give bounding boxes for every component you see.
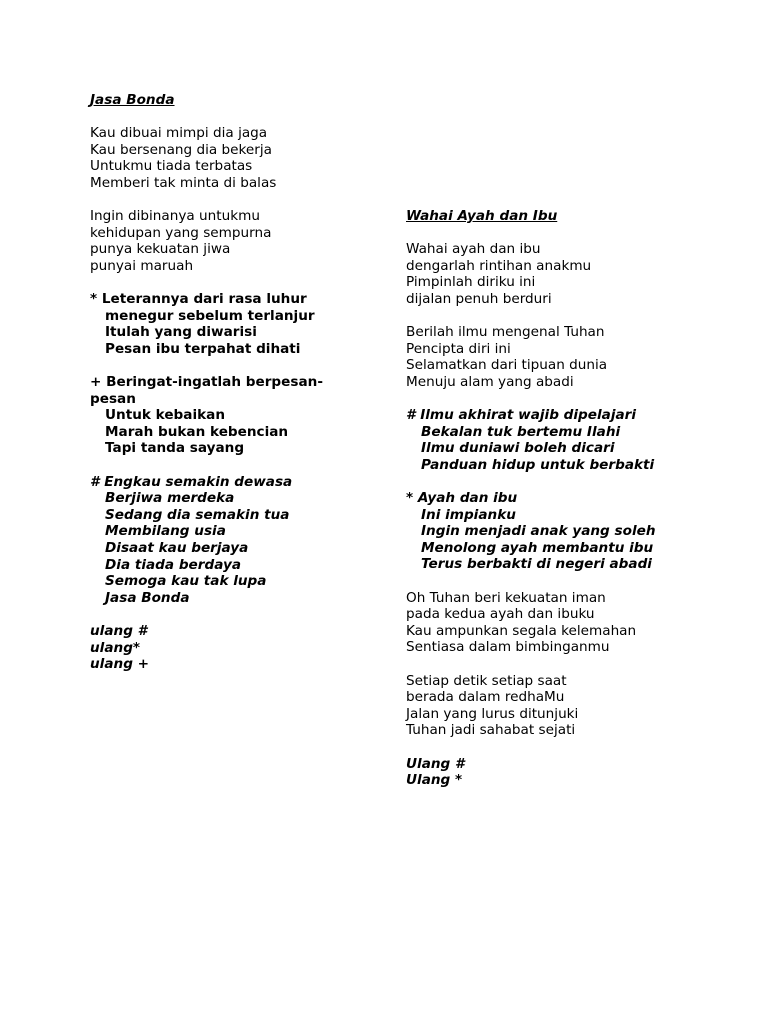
lyric-line: dijalan penuh berduri: [406, 290, 552, 307]
lyric-line: Selamatkan dari tipuan dunia: [406, 357, 608, 374]
song-wahai-ayah-dan-ibu: [406, 208, 706, 789]
lyric-line: Menolong ayah membantu ibu: [421, 539, 654, 556]
lyric-line: Tapi tanda sayang: [105, 440, 245, 457]
lyric-line: Kau ampunkan segala kelemahan: [406, 622, 637, 639]
lyric-line: punya kekuatan jiwa: [90, 241, 231, 258]
chorus-star: [406, 490, 706, 573]
verse-4: [406, 673, 706, 739]
song-title: Jasa Bonda: [90, 92, 175, 108]
lyric-line: Berilah ilmu mengenal Tuhan: [406, 324, 605, 341]
lyric-line: Jalan yang lurus ditunjuki: [406, 705, 579, 722]
lyric-line: Oh Tuhan beri kekuatan iman: [406, 589, 606, 606]
lyric-line: Ini impianku: [421, 506, 516, 523]
lyric-line: kehidupan yang sempurna: [90, 224, 272, 241]
lyric-line: pada kedua ayah dan ibuku: [406, 606, 595, 623]
lyric-line: Dia tiada berdaya: [105, 556, 241, 573]
lyric-line: Marah bukan kebencian: [105, 423, 289, 440]
lyric-line: menegur sebelum terlanjur: [105, 307, 315, 324]
lyric-line: Wahai ayah dan ibu: [406, 241, 541, 258]
lyric-line: Ingin dibinanya untukmu: [90, 208, 260, 225]
lyric-line: Menuju alam yang abadi: [406, 373, 574, 390]
song-jasa-bonda: [90, 92, 420, 673]
verse-2: [406, 324, 706, 390]
repeat-line: Ulang *: [406, 772, 463, 789]
verse-1: [90, 125, 420, 191]
repeat-line: Ulang #: [406, 755, 465, 772]
lyric-line: Ingin menjadi anak yang soleh: [421, 523, 656, 540]
lyric-line: Berjiwa merdeka: [105, 490, 235, 507]
verse-3: [406, 590, 706, 656]
lyric-line: Sedang dia semakin tua: [105, 506, 290, 523]
lyric-line: * Leterannya dari rasa luhur: [90, 291, 307, 308]
lyric-line: Memberi tak minta di balas: [90, 174, 277, 191]
repeat-line: ulang +: [90, 656, 150, 673]
verse-2: [90, 208, 420, 274]
lyric-line: # Engkau semakin dewasa: [90, 473, 293, 490]
lyric-line: Setiap detik setiap saat: [406, 672, 567, 689]
lyric-line: Bekalan tuk bertemu Ilahi: [421, 423, 621, 440]
lyric-line: Kau bersenang dia bekerja: [90, 141, 272, 158]
verse-1: [406, 241, 706, 307]
lyric-line: punyai maruah: [90, 257, 194, 274]
repeat-line: ulang*: [90, 639, 141, 656]
repeat-markers: [406, 756, 706, 789]
lyric-line: berada dalam redhaMu: [406, 689, 565, 706]
song-title: Wahai Ayah dan Ibu: [406, 208, 558, 224]
lyric-line: Ilmu duniawi boleh dicari: [421, 440, 615, 457]
chorus-star: [90, 291, 420, 357]
lyric-line: Pencipta diri ini: [406, 340, 511, 357]
lyric-line: pesan: [90, 390, 136, 407]
lyric-line: # Ilmu akhirat wajib dipelajari: [406, 407, 637, 424]
lyric-line: Panduan hidup untuk berbakti: [421, 456, 655, 473]
chorus-hash: [406, 407, 706, 473]
lyric-line: Pimpinlah diriku ini: [406, 274, 536, 291]
lyric-line: Terus berbakti di negeri abadi: [421, 556, 652, 573]
repeat-line: ulang #: [90, 623, 148, 639]
lyric-line: * Ayah dan ibu: [406, 490, 518, 507]
lyric-line: Membilang usia: [105, 523, 226, 540]
chorus-plus: [90, 374, 420, 457]
lyric-line: Untukmu tiada terbatas: [90, 158, 253, 175]
repeat-markers: [90, 623, 420, 673]
lyric-line: Untuk kebaikan: [105, 407, 226, 424]
lyric-line: Jasa Bonda: [105, 589, 190, 606]
chorus-hash: [90, 474, 420, 607]
lyric-line: Sentiasa dalam bimbinganmu: [406, 639, 610, 656]
lyric-line: dengarlah rintihan anakmu: [406, 257, 592, 274]
lyric-line: + Beringat-ingatlah berpesan-: [90, 374, 323, 391]
lyric-line: Kau dibuai mimpi dia jaga: [90, 125, 268, 142]
lyric-line: Disaat kau berjaya: [105, 540, 249, 557]
lyric-line: Pesan ibu terpahat dihati: [105, 340, 301, 357]
lyric-line: Itulah yang diwarisi: [105, 324, 257, 341]
lyric-line: Semoga kau tak lupa: [105, 573, 267, 590]
lyric-line: Tuhan jadi sahabat sejati: [406, 722, 576, 739]
